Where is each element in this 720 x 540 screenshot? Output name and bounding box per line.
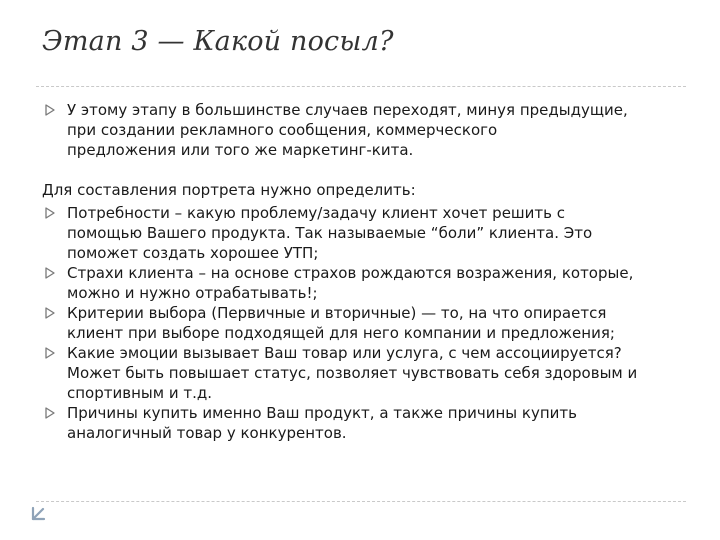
- section-heading: Для составления портрета нужно определить:: [42, 181, 416, 199]
- list-item: [42, 403, 682, 443]
- slide-content: [42, 100, 682, 443]
- list-item: [42, 203, 682, 263]
- triangle-right-icon: [44, 347, 56, 359]
- list-item: [42, 303, 682, 343]
- triangle-right-icon: [44, 104, 56, 116]
- intro-text: У этому этапу в большинстве случаев переходят, минуя предыдущие, при создании рекламного сообщения, коммерческого предложения или того же маркетинг-кита.: [67, 101, 628, 159]
- list-item-text: Страхи клиента – на основе страхов рождаются возражения, которые, можно и нужно отрабатывать!;: [67, 264, 634, 302]
- list-item: [42, 343, 682, 403]
- triangle-right-icon: [44, 407, 56, 419]
- triangle-right-icon: [44, 307, 56, 319]
- list-item-text: Потребности – какую проблему/задачу клиент хочет решить с помощью Вашего продукта. Так называемые “боли” клиента. Это поможет создать хорошее УТП;: [67, 204, 593, 262]
- corner-arrow-icon: [28, 504, 48, 524]
- list-item-text: Критерии выбора (Первичные и вторичные) — то, на что опирается клиент при выборе подходящей для него компании и предложения;: [67, 304, 615, 342]
- triangle-right-icon: [44, 207, 56, 219]
- bottom-divider: [36, 501, 686, 502]
- intro-bullet: [42, 100, 682, 160]
- list-item: [42, 263, 682, 303]
- triangle-right-icon: [44, 267, 56, 279]
- list-item-text: Причины купить именно Ваш продукт, а также причины купить аналогичный товар у конкурентов.: [67, 404, 577, 442]
- top-divider: [36, 86, 686, 87]
- slide-title: Этап 3 — Какой посыл?: [42, 26, 394, 57]
- list-item-text: Какие эмоции вызывает Ваш товар или услуга, с чем ассоциируется? Может быть повышает статус, позволяет чувствовать себя здоровым и спортивным и т.д.: [67, 344, 638, 402]
